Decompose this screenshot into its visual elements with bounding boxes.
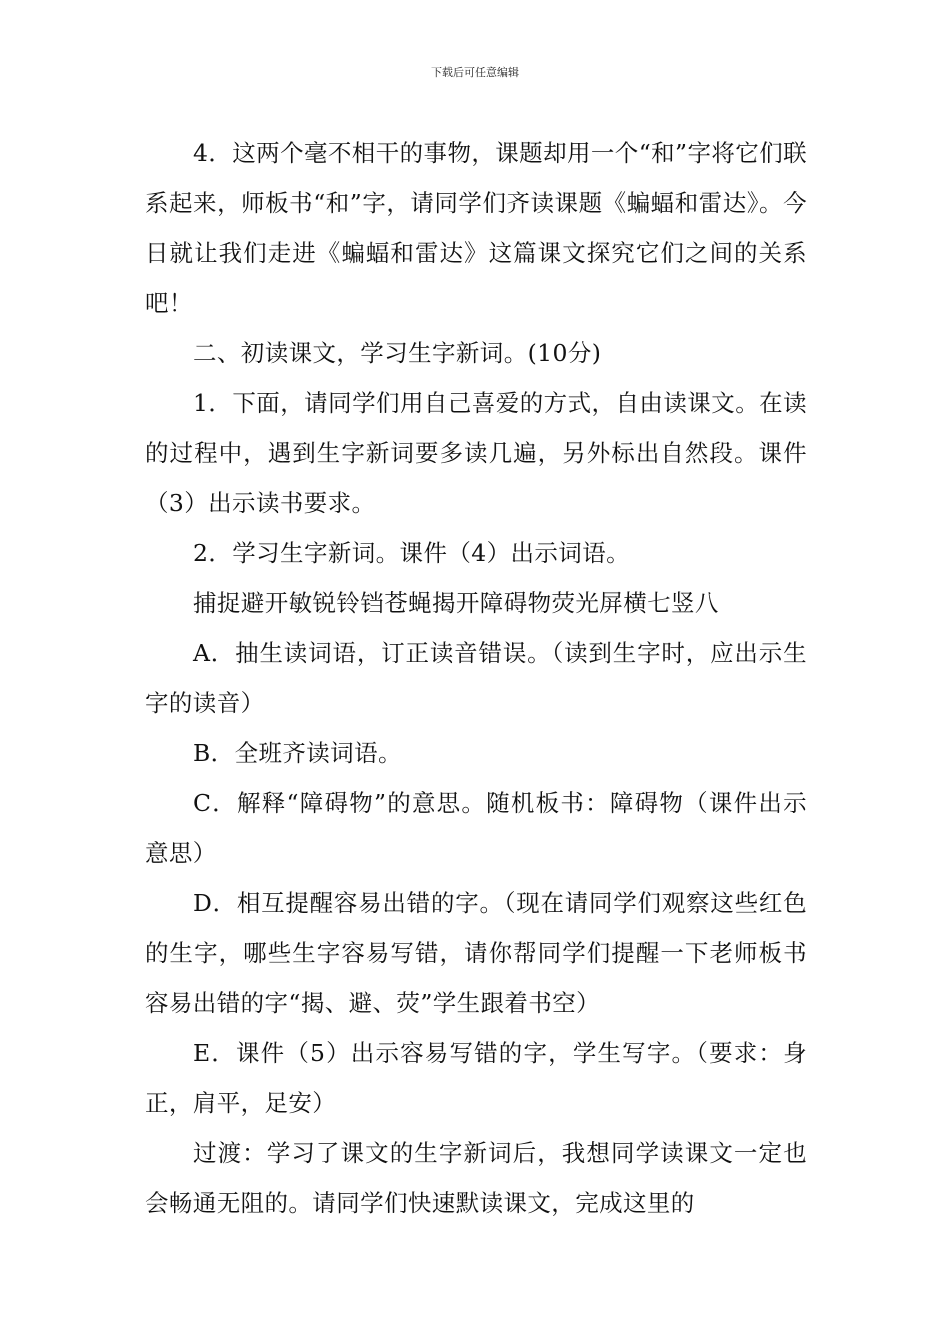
- paragraph-transition: 过渡：学习了课文的生字新词后，我想同学读课文一定也会畅通无阻的。请同学们快速默读课文，完成这里的: [145, 1139, 807, 1217]
- paragraph-step-e: E．课件（5）出示容易写错的字，学生写字。（要求：身正，肩平，足安）: [145, 1039, 807, 1117]
- page-header: 下载后可任意编辑: [431, 66, 519, 79]
- paragraph-intro-title: 4．这两个毫不相干的事物，课题却用一个“和”字将它们联系起来，师板书“和”字，请同学们齐读课题《蝙蝠和雷达》。今日就让我们走进《蝙蝠和雷达》这篇课文探究它们之间的关系吧！: [145, 139, 807, 317]
- paragraph-step-b: B．全班齐读词语。: [193, 739, 402, 767]
- paragraph-free-reading: 1．下面，请同学们用自己喜爱的方式，自由读课文。在读的过程中，遇到生字新词要多读几遍，另外标出自然段。课件（3）出示读书要求。: [145, 389, 807, 517]
- document-body: [145, 128, 807, 1228]
- paragraph-step-c: C．解释“障碍物”的意思。随机板书：障碍物（课件出示意思）: [145, 789, 807, 867]
- paragraph-learn-words: 2．学习生字新词。课件（4）出示词语。: [193, 539, 631, 567]
- section-heading-first-reading: 二、初读课文，学习生字新词。(10分): [193, 339, 602, 367]
- paragraph-step-d: D．相互提醒容易出错的字。（现在请同学们观察这些红色的生字，哪些生字容易写错，请你帮同学们提醒一下老师板书容易出错的字“揭、避、荧”学生跟着书空）: [145, 889, 807, 1017]
- paragraph-vocabulary-list: 捕捉避开敏锐铃铛苍蝇揭开障碍物荧光屏横七竖八: [193, 589, 719, 617]
- paragraph-step-a: A．抽生读词语，订正读音错误。（读到生字时，应出示生字的读音）: [145, 639, 807, 717]
